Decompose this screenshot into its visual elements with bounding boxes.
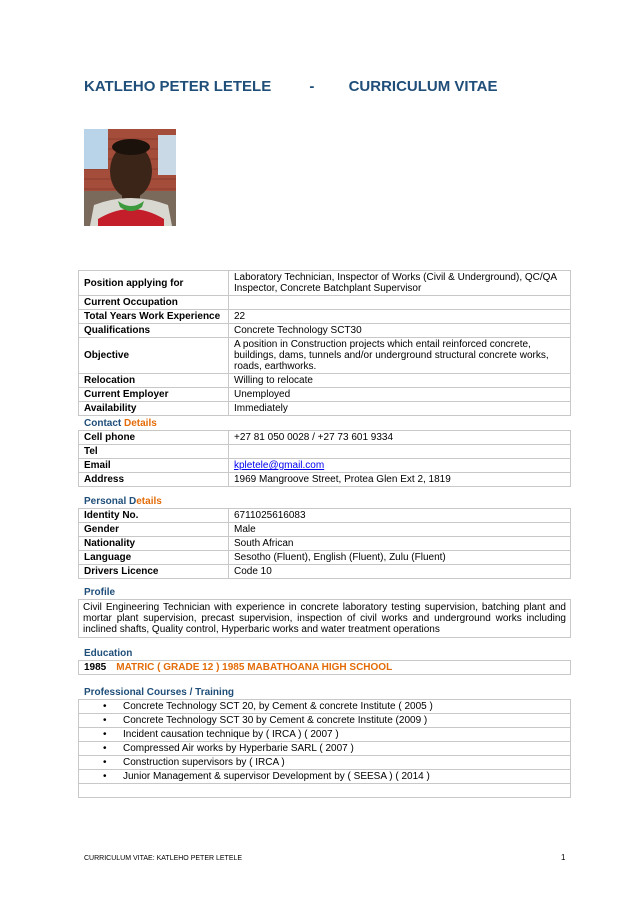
employer-value: Unemployed	[229, 388, 571, 402]
personal-section	[78, 496, 571, 579]
bullet-icon: •	[103, 701, 107, 712]
personal-table	[78, 508, 571, 579]
page-footer: CURRICULUM VITAE: KATLEHO PETER LETELE	[84, 855, 243, 862]
page-number: 1	[561, 853, 566, 862]
qualifications-label: Qualifications	[79, 324, 229, 338]
bullet-icon: •	[103, 743, 107, 754]
list-item	[79, 700, 571, 714]
availability-value: Immediately	[229, 402, 571, 416]
courses-section	[78, 687, 571, 798]
table-row	[79, 324, 571, 338]
personal-heading-b: etails	[136, 496, 162, 507]
table-row	[79, 445, 571, 459]
table-row	[79, 523, 571, 537]
table-row	[79, 310, 571, 324]
licence-value: Code 10	[229, 565, 571, 579]
relocation-value: Willing to relocate	[229, 374, 571, 388]
contact-heading-a: Contact	[84, 418, 124, 429]
profile-photo	[84, 129, 176, 226]
table-row	[79, 431, 571, 445]
table-row	[79, 600, 571, 638]
table-row	[79, 509, 571, 523]
list-item	[79, 728, 571, 742]
profile-table	[78, 599, 571, 638]
list-item	[79, 784, 571, 798]
summary-table	[78, 270, 571, 416]
table-row	[79, 296, 571, 310]
identity-value: 6711025616083	[229, 509, 571, 523]
address-value: 1969 Mangroove Street, Protea Glen Ext 2, 1819	[229, 473, 571, 487]
table-row	[79, 271, 571, 296]
candidate-name: KATLEHO PETER LETELE	[84, 78, 272, 95]
cell-label: Cell phone	[79, 431, 229, 445]
occupation-value	[229, 296, 571, 310]
table-row	[79, 661, 571, 675]
courses-table	[78, 699, 571, 798]
table-row	[79, 338, 571, 374]
contact-section	[78, 418, 571, 487]
table-row	[79, 473, 571, 487]
occupation-label: Current Occupation	[79, 296, 229, 310]
bullet-icon: •	[103, 715, 107, 726]
objective-label: Objective	[79, 338, 229, 374]
nationality-value: South African	[229, 537, 571, 551]
employer-label: Current Employer	[79, 388, 229, 402]
title-separator: -	[309, 78, 315, 95]
email-cell	[229, 459, 571, 473]
course-text: Incident causation technique by ( IRCA ) ( 2007 )	[123, 729, 339, 740]
objective-value: A position in Construction projects which entail reinforced concrete, buildings, dams, tunnels and/or underground structural concrete works, roads, earthworks.	[229, 338, 571, 374]
courses-heading: Professional Courses / Training	[84, 687, 235, 698]
availability-label: Availability	[79, 402, 229, 416]
table-row	[79, 551, 571, 565]
bullet-icon: •	[103, 729, 107, 740]
email-label: Email	[79, 459, 229, 473]
qualifications-value: Concrete Technology SCT30	[229, 324, 571, 338]
table-row	[79, 459, 571, 473]
table-row	[79, 537, 571, 551]
table-row	[79, 388, 571, 402]
contact-heading-b: Details	[124, 418, 157, 429]
personal-heading	[78, 496, 571, 508]
profile-heading: Profile	[84, 587, 116, 598]
course-text: Concrete Technology SCT 20, by Cement & concrete Institute ( 2005 )	[123, 701, 433, 712]
contact-table	[78, 430, 571, 487]
table-row	[79, 402, 571, 416]
education-section	[78, 648, 571, 675]
language-value: Sesotho (Fluent), English (Fluent), Zulu (Fluent)	[229, 551, 571, 565]
list-item	[79, 770, 571, 784]
tel-value	[229, 445, 571, 459]
email-link[interactable]: kpletele@gmail.com	[234, 460, 325, 471]
course-text: Construction supervisors by ( IRCA )	[123, 757, 285, 768]
list-item	[79, 714, 571, 728]
cv-label: CURRICULUM VITAE	[348, 78, 498, 95]
position-label: Position applying for	[79, 271, 229, 296]
gender-label: Gender	[79, 523, 229, 537]
tel-label: Tel	[79, 445, 229, 459]
table-row	[79, 565, 571, 579]
identity-label: Identity No.	[79, 509, 229, 523]
cell-value: +27 81 050 0028 / +27 73 601 9334	[229, 431, 571, 445]
licence-label: Drivers Licence	[79, 565, 229, 579]
personal-heading-a: Personal D	[84, 496, 137, 507]
course-text: Concrete Technology SCT 30 by Cement & concrete Institute (2009 )	[123, 715, 428, 726]
nationality-label: Nationality	[79, 537, 229, 551]
education-year: 1985	[84, 662, 107, 673]
bullet-icon: •	[103, 757, 107, 768]
bullet-icon: •	[103, 771, 107, 782]
education-heading: Education	[84, 648, 133, 659]
profile-section	[78, 587, 571, 638]
course-text: Compressed Air works by Hyperbarie SARL ( 2007 )	[123, 743, 354, 754]
course-text: Junior Management & supervisor Development by ( SEESA ) ( 2014 )	[123, 771, 430, 782]
table-row	[79, 374, 571, 388]
gender-value: Male	[229, 523, 571, 537]
experience-label: Total Years Work Experience	[79, 310, 229, 324]
education-school: MATRIC ( GRADE 12 ) 1985 MABATHOANA HIGH SCHOOL	[116, 662, 393, 673]
document-title	[84, 78, 497, 95]
experience-value: 22	[229, 310, 571, 324]
contact-heading	[78, 418, 571, 430]
profile-text: Civil Engineering Technician with experience in concrete laboratory testing supervision, batching plant and mortar plant supervision, precast supervision, inspection of civil works and underground works including inclined shafts, Quality control, Hyperbaric works and water treatment operations	[79, 600, 571, 638]
relocation-label: Relocation	[79, 374, 229, 388]
address-label: Address	[79, 473, 229, 487]
position-value: Laboratory Technician, Inspector of Works (Civil & Underground), QC/QA Inspector, Concrete Batchplant Supervisor	[229, 271, 571, 296]
language-label: Language	[79, 551, 229, 565]
summary-section	[78, 270, 571, 416]
list-item	[79, 756, 571, 770]
education-entry	[79, 661, 571, 675]
education-table	[78, 660, 571, 675]
list-item	[79, 742, 571, 756]
